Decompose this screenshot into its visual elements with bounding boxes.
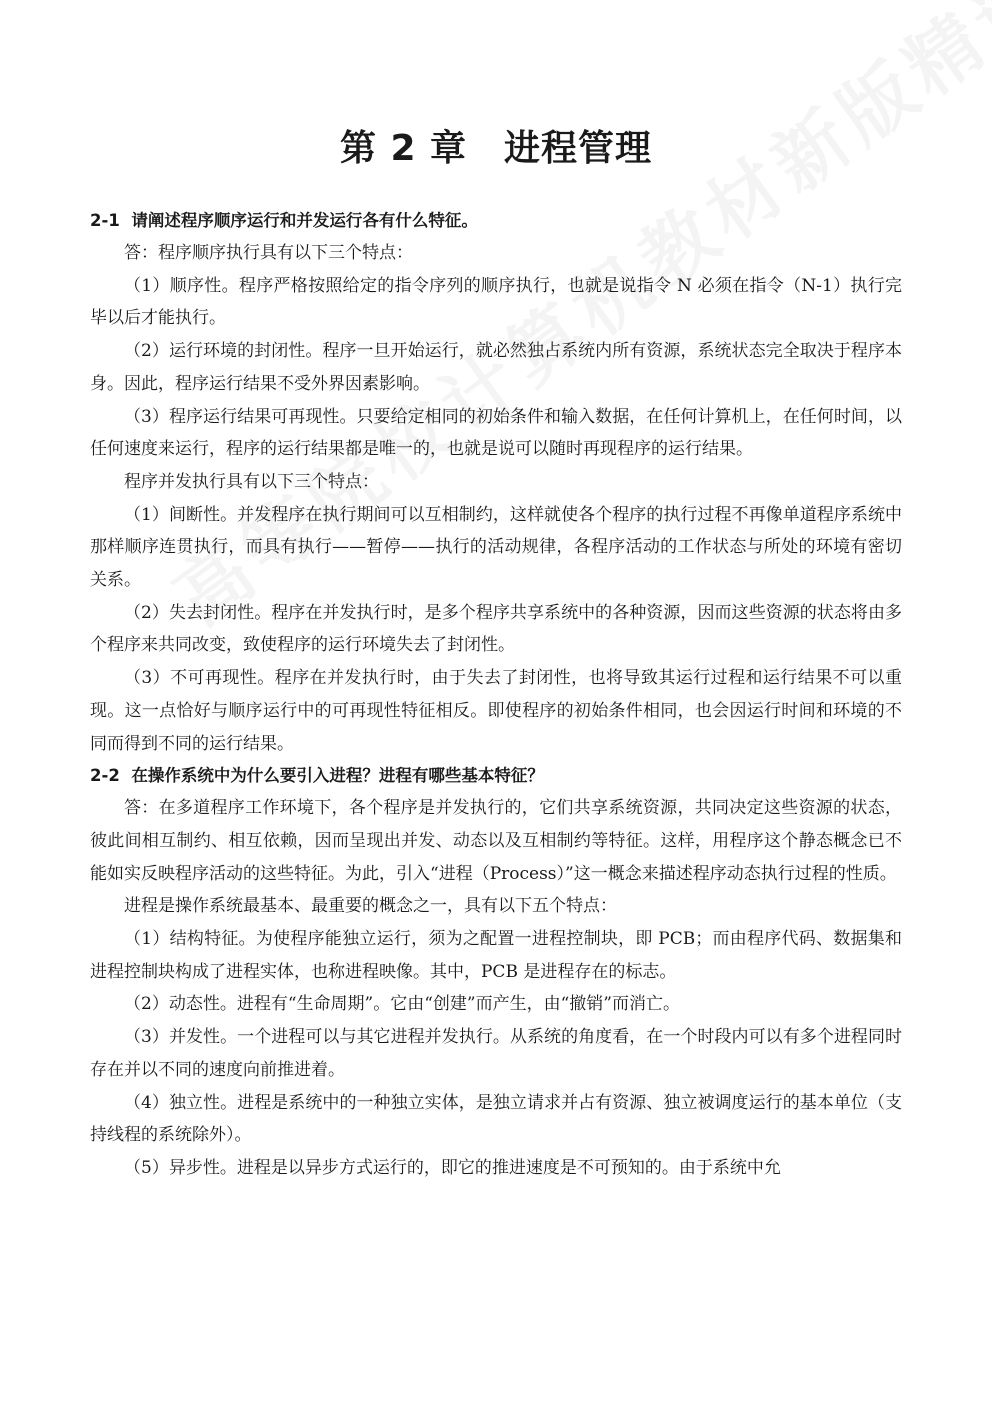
paragraph: （3）不可再现性。程序在并发执行时，由于失去了封闭性，也将导致其运行过程和运行结果不可以重现。这一点恰好与顺序运行中的可再现性特征相反。即使程序的初始条件相同，也会因运行时间和环境的不同而得到不同的运行结果。 xyxy=(90,668,902,754)
page-content xyxy=(90,205,902,1185)
paragraph: 答：程序顺序执行具有以下三个特点： xyxy=(124,243,413,263)
question-number: 2-1 xyxy=(90,211,120,230)
paragraph: 进程是操作系统最基本、最重要的概念之一，具有以下五个特点： xyxy=(124,896,617,917)
question-heading xyxy=(90,760,902,792)
question-text: 请阐述程序顺序运行和并发运行各有什么特征。 xyxy=(131,211,478,230)
paragraph: 程序并发执行具有以下三个特点： xyxy=(124,471,379,492)
question-text: 在操作系统中为什么要引入进程？进程有哪些基本特征？ xyxy=(131,766,544,786)
chapter-title: 第 2 章 进程管理 xyxy=(339,128,653,169)
paragraph: （1）顺序性。程序严格按照给定的指令序列的顺序执行，也就是说指令 N 必须在指令（N-1）执行完毕以后才能执行。 xyxy=(90,275,902,329)
paragraph: （2）运行环境的封闭性。程序一旦开始运行，就必然独占系统内所有资源，系统状态完全取决于程序本身。因此，程序运行结果不受外界因素影响。 xyxy=(90,341,902,394)
paragraph: （1）结构特征。为使程序能独立运行，须为之配置一进程控制块，即 PCB；而由程序代码、数据集和进程控制块构成了进程实体，也称进程映像。其中，PCB 是进程存在的标志。 xyxy=(90,929,903,982)
paragraph: （2）动态性。进程有“生命周期”。它由“创建”而产生，由“撤销”而消亡。 xyxy=(124,994,680,1015)
paragraph: （1）间断性。并发程序在执行期间可以互相制约，这样就使各个程序的执行过程不再像单道程序系统中那样顺序连贯执行，而具有执行——暂停——执行的活动规律，各程序活动的工作状态与所处的环境有密切关系。 xyxy=(90,504,902,591)
question-heading xyxy=(90,205,902,237)
paragraph: （5）异步性。进程是以异步方式运行的，即它的推进速度是不可预知的。由于系统中允 xyxy=(124,1157,781,1178)
paragraph: （4）独立性。进程是系统中的一种独立实体，是独立请求并占有资源、独立被调度运行的基本单位（支持线程的系统除外）。 xyxy=(90,1092,902,1146)
paragraph: （3）并发性。一个进程可以与其它进程并发执行。从系统的角度看，在一个时段内可以有多个进程同时存在并以不同的速度向前推进着。 xyxy=(90,1027,902,1080)
section-2-1 xyxy=(90,205,902,760)
paragraph: （2）失去封闭性。程序在并发执行时，是多个程序共享系统中的各种资源，因而这些资源的状态将由多个程序来共同改变，致使程序的运行环境失去了封闭性。 xyxy=(90,602,902,656)
question-number: 2-2 xyxy=(90,766,120,786)
paragraph: （3）程序运行结果可再现性。只要给定相同的初始条件和输入数据，在任何计算机上，在任何时间，以任何速度来运行，程序的运行结果都是唯一的，也就是说可以随时再现程序的运行结果。 xyxy=(90,406,902,460)
section-2-2 xyxy=(90,760,902,1184)
paragraph: 答：在多道程序工作环境下，各个程序是并发执行的，它们共享系统资源，共同决定这些资源的状态，彼此间相互制约、相互依赖，因而呈现出并发、动态以及互相制约等特征。这样，用程序这个静态概念已不能如实反映程序活动的这些特征。为此，引入“进程（Process）”这一概念来描述程序动态执行过程的性质。 xyxy=(90,798,902,884)
